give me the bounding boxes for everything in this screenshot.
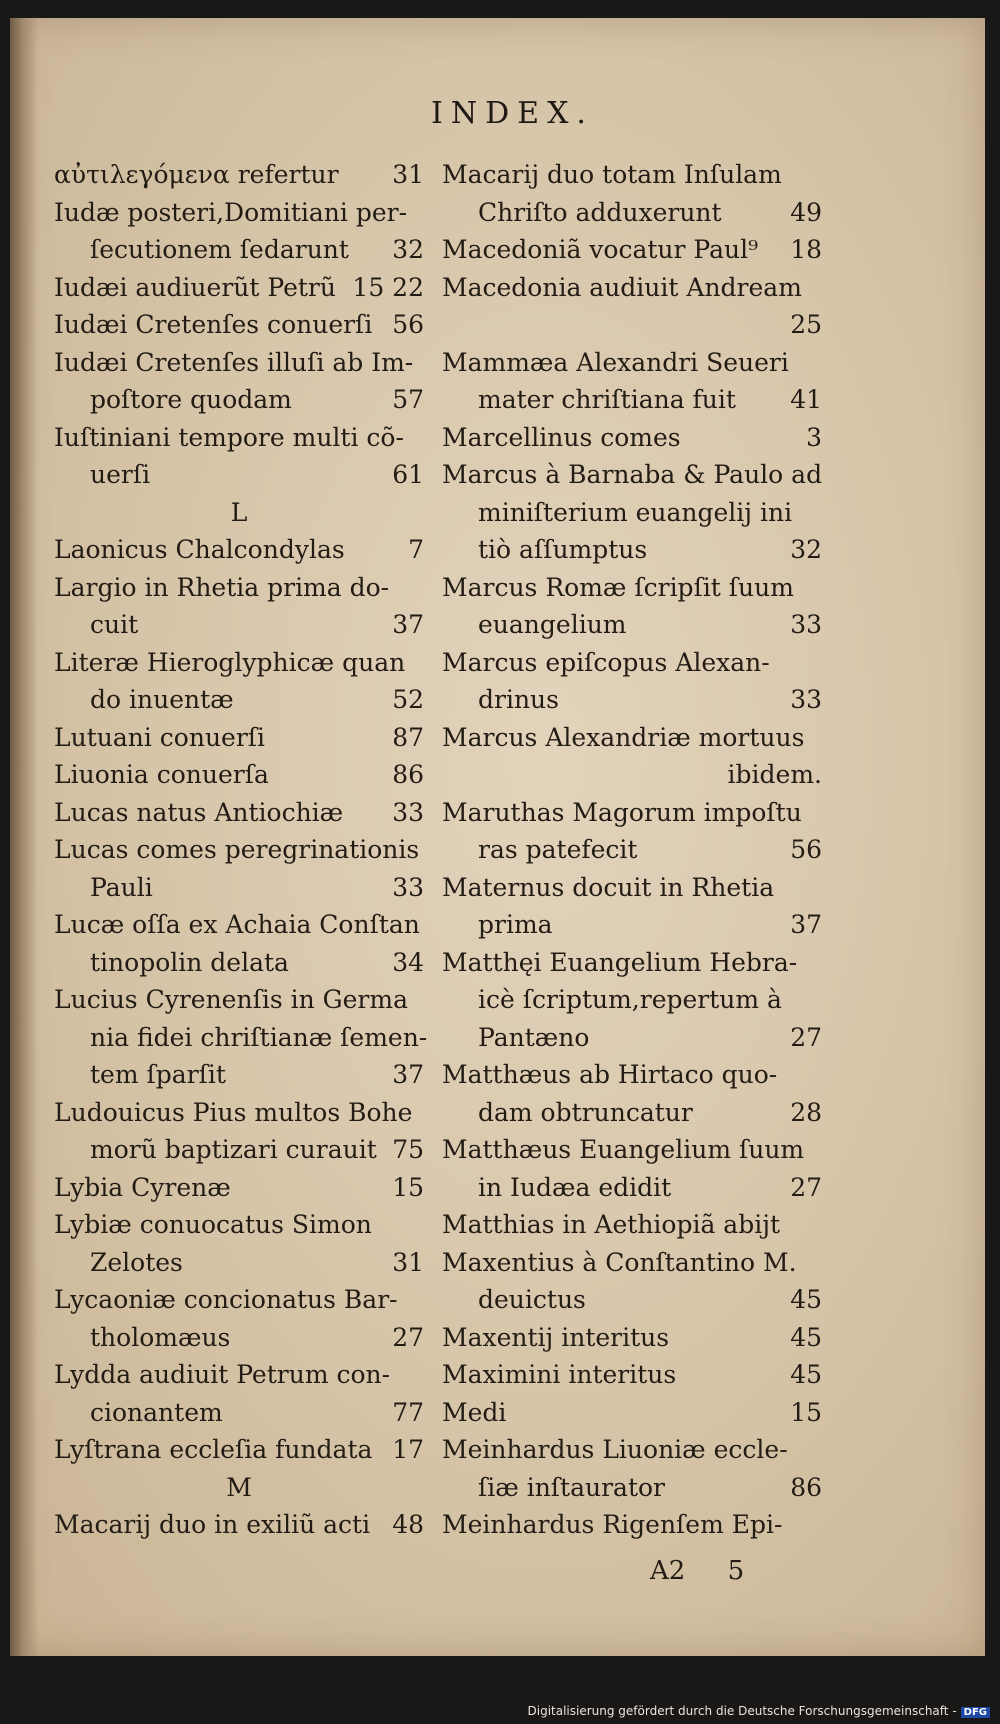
index-entry (442, 1431, 822, 1469)
index-entry (54, 756, 424, 794)
entry-text: do inuentæ (90, 685, 234, 714)
index-entry (442, 269, 822, 307)
entry-text: Maternus docuit in Rhetia (442, 872, 775, 902)
index-entry (54, 381, 424, 419)
entry-page-number: 45 (790, 1360, 822, 1389)
signature-text: A2 (650, 1556, 686, 1586)
index-entry (54, 1431, 424, 1469)
entry-text: 25 (790, 310, 822, 339)
index-entry (54, 1169, 424, 1207)
index-entry (54, 606, 424, 644)
index-entry (54, 1356, 424, 1394)
entry-text: in Iudæa edidit (478, 1172, 672, 1202)
entry-text: Iuſtiniani tempore multi cõ- (54, 422, 404, 452)
entry-page-number: 27 (790, 1022, 822, 1052)
index-entry (442, 156, 822, 194)
entry-text: Matthæus ab Hirtaco quo- (442, 1060, 778, 1089)
entry-text: Meinhardus Rigenſem Epi- (442, 1510, 783, 1539)
entry-page-number: 49 (790, 197, 822, 227)
index-entry (54, 156, 424, 194)
index-entry (442, 1206, 822, 1244)
entry-text: Maxentij interitus (442, 1322, 670, 1352)
entry-text: Mammæa Alexandri Seueri (442, 347, 789, 377)
entry-text: Lydda audiuit Petrum con- (54, 1360, 391, 1389)
entry-text: ras patefecit (478, 835, 638, 864)
index-entry (54, 1244, 424, 1282)
entry-text: Chriſto adduxerunt (478, 197, 722, 227)
entry-page-number: 45 (790, 1285, 822, 1314)
index-entry (442, 1319, 822, 1357)
entry-text: mater chriſtiana fuit (478, 385, 736, 414)
entry-page-number: 7 (408, 535, 424, 564)
dfg-logo-icon: DFG (961, 1707, 990, 1718)
entry-text: dam obtruncatur (478, 1097, 693, 1127)
index-entry (442, 1506, 822, 1544)
entry-text: Matthęi Euangelium Hebra- (442, 947, 798, 977)
index-entry (442, 531, 822, 569)
index-entry (54, 719, 424, 757)
entry-text: Iudæ posteri,Domitiani per- (54, 197, 408, 227)
entry-text: nia fidei chriſtianæ ſemen- (90, 1022, 428, 1052)
index-entry (54, 981, 424, 1019)
section-letter (54, 494, 424, 532)
entry-text: Lybiæ conuocatus Simon (54, 1210, 372, 1239)
entry-page-number: 37 (790, 910, 822, 939)
entry-page-number: 86 (790, 1472, 822, 1502)
entry-page-number: 32 (790, 535, 822, 564)
left-index-column (54, 156, 428, 1544)
entry-text: Maxentius à Conſtantino M. (442, 1247, 797, 1277)
index-entry (442, 1244, 822, 1282)
index-entry (442, 1169, 822, 1207)
index-entry (54, 794, 424, 832)
entry-text: Pantæno (478, 1022, 590, 1052)
credit-text: Digitalisierung gefördert durch die Deutsche Forschungsgemeinschaft - (527, 1704, 957, 1718)
index-entry (54, 1394, 424, 1432)
book-page (10, 18, 985, 1656)
index-entry (442, 1469, 822, 1507)
index-entry (442, 681, 822, 719)
entry-text: drinus (478, 685, 559, 714)
index-entry (442, 756, 822, 794)
index-entry (442, 906, 822, 944)
index-entry (442, 1394, 822, 1432)
index-entry (54, 269, 424, 307)
index-entry (54, 644, 424, 682)
index-entry (54, 419, 424, 457)
entry-page-number: 28 (790, 1097, 822, 1127)
index-entry (54, 1019, 428, 1057)
index-entry (442, 981, 822, 1019)
index-entry (54, 194, 424, 232)
index-entry (54, 1319, 424, 1357)
entry-text: Ludouicus Pius multos Bohe (54, 1097, 413, 1127)
entry-text: Lycaoniæ concionatus Bar- (54, 1285, 398, 1314)
index-entry (54, 1056, 424, 1094)
page-gutter (10, 18, 38, 1656)
index-entry (442, 1019, 822, 1057)
entry-text: Lyſtrana eccleſia fundata (54, 1435, 373, 1464)
entry-page-number: 87 (392, 722, 424, 752)
index-entry (54, 1506, 424, 1544)
index-entry (442, 569, 822, 607)
entry-page-number: 18 (790, 235, 822, 264)
index-entry (442, 831, 822, 869)
entry-page-number: 17 (392, 1435, 424, 1464)
entry-text: Lucæ oſſa ex Achaia Conſtan (54, 910, 420, 939)
entry-page-number: 27 (790, 1172, 822, 1202)
index-entry (442, 1131, 822, 1169)
entry-text: Lucas comes peregrinationis (54, 835, 420, 864)
entry-page-number: 48 (392, 1510, 424, 1539)
entry-page-number: 41 (790, 385, 822, 414)
entry-text: ibidem. (727, 760, 822, 789)
entry-page-number: 31 (392, 160, 424, 189)
index-entry (442, 1356, 822, 1394)
entry-page-number: 86 (392, 760, 424, 789)
index-entry (442, 1281, 822, 1319)
entry-page-number: 33 (790, 610, 822, 639)
entry-page-number: 34 (392, 947, 424, 977)
entry-text: poſtore quodam (90, 385, 292, 414)
entry-page-number: 56 (790, 835, 822, 864)
entry-text: Iudæi Cretenſes illuſi ab Im- (54, 347, 414, 377)
entry-page-number: 37 (392, 1060, 424, 1089)
entry-page-number: 33 (392, 872, 424, 902)
entry-text: uerſi (90, 460, 151, 489)
index-entry (442, 456, 822, 494)
entry-text: ſiæ inſtaurator (478, 1472, 665, 1502)
index-entry (54, 1094, 424, 1132)
entry-text: Pauli (90, 872, 153, 902)
index-entry (54, 681, 424, 719)
entry-text: euangelium (478, 610, 627, 639)
entry-text: tem ſparſit (90, 1060, 226, 1089)
entry-text: Maruthas Magorum impoſtu (442, 797, 802, 827)
entry-text: Maximini interitus (442, 1360, 677, 1389)
entry-text: morũ baptizari curauit (90, 1135, 377, 1164)
entry-page-number: 37 (392, 610, 424, 639)
entry-page-number: 15 (392, 1172, 424, 1202)
entry-text: Macarij duo in exiliũ acti (54, 1510, 371, 1539)
entry-page-number: 77 (392, 1397, 424, 1427)
entry-text: tinopolin delata (90, 947, 289, 977)
entry-page-number: 3 (806, 422, 822, 452)
entry-text: Macedoniã vocatur Paul⁹ (442, 235, 759, 264)
entry-page-number: 57 (392, 385, 424, 414)
index-entry (442, 644, 822, 682)
entry-text: M (226, 1472, 252, 1502)
index-entry (442, 231, 822, 269)
entry-text: cuit (90, 610, 139, 639)
entry-text: icè ſcriptum,repertum à (478, 985, 782, 1014)
entry-text: Meinhardus Liuoniæ eccle- (442, 1435, 788, 1464)
index-entry (442, 869, 822, 907)
entry-text: Marcellinus comes (442, 422, 681, 452)
right-index-column (442, 156, 822, 1544)
entry-text: L (230, 497, 248, 527)
entry-text: Marcus à Barnaba & Paulo ad (442, 460, 823, 489)
entry-text: Lucas natus Antiochiæ (54, 797, 344, 827)
entry-text: Medi (442, 1397, 507, 1427)
entry-page-number: 27 (392, 1322, 424, 1352)
entry-text: Liuonia conuerſa (54, 760, 269, 789)
index-entry (442, 344, 822, 382)
index-entry (54, 569, 424, 607)
page-header: INDEX. (431, 96, 594, 131)
entry-text: tiò aſſumptus (478, 535, 648, 564)
entry-text: Largio in Rhetia prima do- (54, 572, 390, 602)
index-entry (54, 831, 424, 869)
index-entry (54, 944, 424, 982)
entry-text: miniſterium euangelij ini (478, 497, 793, 527)
catchword-text: 5 (727, 1556, 745, 1586)
entry-page-number: 31 (392, 1247, 424, 1277)
entry-text: cionantem (90, 1397, 223, 1427)
index-entry (54, 1206, 424, 1244)
entry-text: tholomæus (90, 1322, 231, 1352)
index-entry (442, 794, 822, 832)
index-entry (442, 381, 822, 419)
entry-text: Lucius Cyrenenſis in Germa (54, 985, 408, 1014)
index-entry (54, 456, 424, 494)
entry-text: Marcus Romæ ſcripſit ſuum (442, 572, 794, 602)
index-entry (54, 231, 424, 269)
entry-page-number: 32 (392, 235, 424, 264)
entry-text: ſecutionem ſedarunt (90, 235, 349, 264)
index-entry (442, 194, 822, 232)
entry-page-number: 56 (392, 310, 424, 339)
section-letter (54, 1469, 424, 1507)
index-entry (442, 1056, 822, 1094)
index-entry (54, 306, 424, 344)
digitization-credit (528, 1704, 991, 1718)
index-entry (54, 531, 424, 569)
entry-page-number: 33 (392, 797, 424, 827)
entry-page-number: 45 (790, 1322, 822, 1352)
index-entry (54, 906, 424, 944)
index-entry (442, 306, 822, 344)
entry-text: Marcus epiſcopus Alexan- (442, 647, 770, 677)
entry-text: deuictus (478, 1285, 586, 1314)
entry-text: Lybia Cyrenæ (54, 1172, 231, 1202)
entry-text: Iudæi audiuerũt Petrũ (54, 272, 336, 302)
entry-text: Laonicus Chalcondylas (54, 535, 345, 564)
entry-text: Iudæi Cretenſes conuerſi (54, 310, 373, 339)
index-entry (442, 419, 822, 457)
index-entry (54, 1281, 424, 1319)
index-entry (54, 344, 424, 382)
index-entry (442, 606, 822, 644)
index-entry (442, 944, 822, 982)
entry-text: Lutuani conuerſi (54, 722, 266, 752)
entry-page-number: 61 (392, 460, 424, 489)
entry-text: Matthias in Aethiopiã abijt (442, 1210, 781, 1239)
index-entry (442, 719, 822, 757)
entry-page-number: 15 22 (352, 272, 424, 302)
entry-text: Macarij duo totam Inſulam (442, 160, 782, 189)
entry-page-number: 52 (392, 685, 424, 714)
entry-text: prima (478, 910, 553, 939)
entry-text: αὐτιλεγόμενα refertur (54, 160, 339, 189)
entry-text: Zelotes (90, 1247, 183, 1277)
index-entry (442, 494, 822, 532)
entry-text: Macedonia audiuit Andream (442, 272, 802, 302)
entry-page-number: 75 (392, 1135, 424, 1164)
index-entry (54, 1131, 424, 1169)
signature-mark (650, 1556, 778, 1586)
entry-page-number: 15 (790, 1397, 822, 1427)
index-entry (54, 869, 424, 907)
entry-text: Matthæus Euangelium ſuum (442, 1135, 805, 1164)
entry-text: Marcus Alexandriæ mortuus (442, 722, 805, 752)
entry-text: Literæ Hieroglyphicæ quan (54, 647, 406, 677)
entry-page-number: 33 (790, 685, 822, 714)
index-entry (442, 1094, 822, 1132)
